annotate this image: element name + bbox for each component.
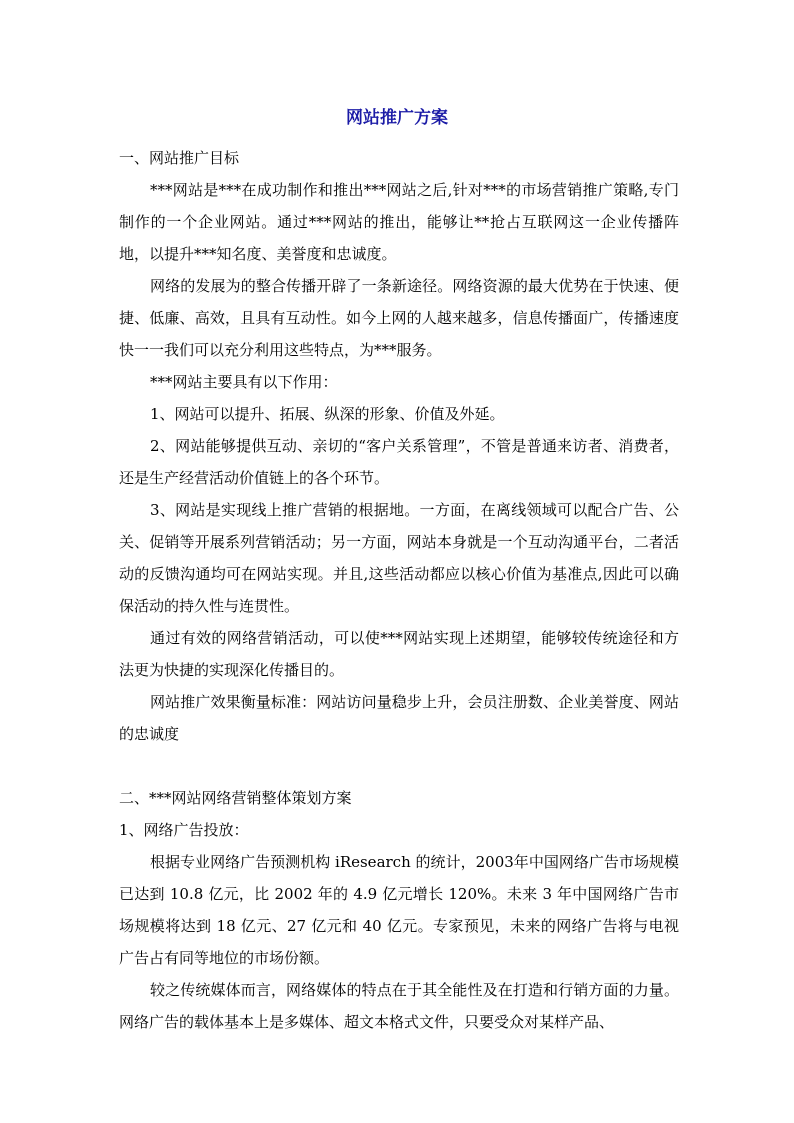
section-1-paragraph-2: 网络的发展为的整合传播开辟了一条新途径。网络资源的最大优势在于快速、便捷、低廉、高效，且具有互动性。如今上网的人越来越多，信息传播面广，传播速度快一一我们可以充分利用这些特点，为***服务。 [119, 277, 679, 359]
section-1-heading: 一、网站推广目标 [119, 149, 240, 167]
section-1-paragraph-8: 网站推广效果衡量标准：网站访问量稳步上升，会员注册数、企业美誉度、网站的忠诚度 [119, 693, 679, 743]
document-title: 网站推广方案 [346, 108, 448, 128]
section-1-list-item-2: 2、网站能够提供互动、亲切的“客户关系管理”，不管是普通来访者、消费者，还是生产经营活动价值链上的各个环节。 [119, 437, 679, 487]
section-2-paragraph-2: 较之传统媒体而言，网络媒体的特点在于其全能性及在打造和行销方面的力量。网络广告的载体基本上是多媒体、超文本格式文件，只要受众对某样产品、 [119, 981, 679, 1031]
section-2-subheading: 1、网络广告投放： [119, 821, 249, 839]
section-2-paragraph-1: 根据专业网络广告预测机构 iResearch 的统计，2003年中国网络广告市场规模已达到 10.8 亿元，比 2002 年的 4.9 亿元增长 120%。未来 3 年中国网络广告市场规模将达到 18 亿元、27 亿元和 40 亿元。专家预见，未来的网络广告将与电视广告占有同等地位的市场份额。 [119, 853, 679, 967]
section-1-list-item-1: 1、网站可以提升、拓展、纵深的形象、价值及外延。 [150, 405, 505, 423]
section-1-paragraph-7: 通过有效的网络营销活动，可以使***网站实现上述期望，能够较传统途径和方法更为快捷的实现深化传播目的。 [119, 629, 679, 679]
document-body [119, 142, 679, 1038]
section-spacer [119, 750, 679, 782]
section-1-paragraph-3: ***网站主要具有以下作用： [150, 373, 338, 391]
section-2-heading: 二、***网站网络营销整体策划方案 [119, 789, 352, 807]
section-1-list-item-3: 3、网站是实现线上推广营销的根据地。一方面，在离线领域可以配合广告、公关、促销等开展系列营销活动；另一方面，网站本身就是一个互动沟通平台，二者活动的反馈沟通均可在网站实现。并且,这些活动都应以核心价值为基准点,因此可以确保活动的持久性与连贯性。 [119, 501, 679, 615]
section-1-paragraph-1: ***网站是***在成功制作和推出***网站之后,针对***的市场营销推广策略,专门制作的一个企业网站。通过***网站的推出，能够让**抢占互联网这一企业传播阵地，以提升***知名度、美誉度和忠诚度。 [119, 181, 679, 263]
